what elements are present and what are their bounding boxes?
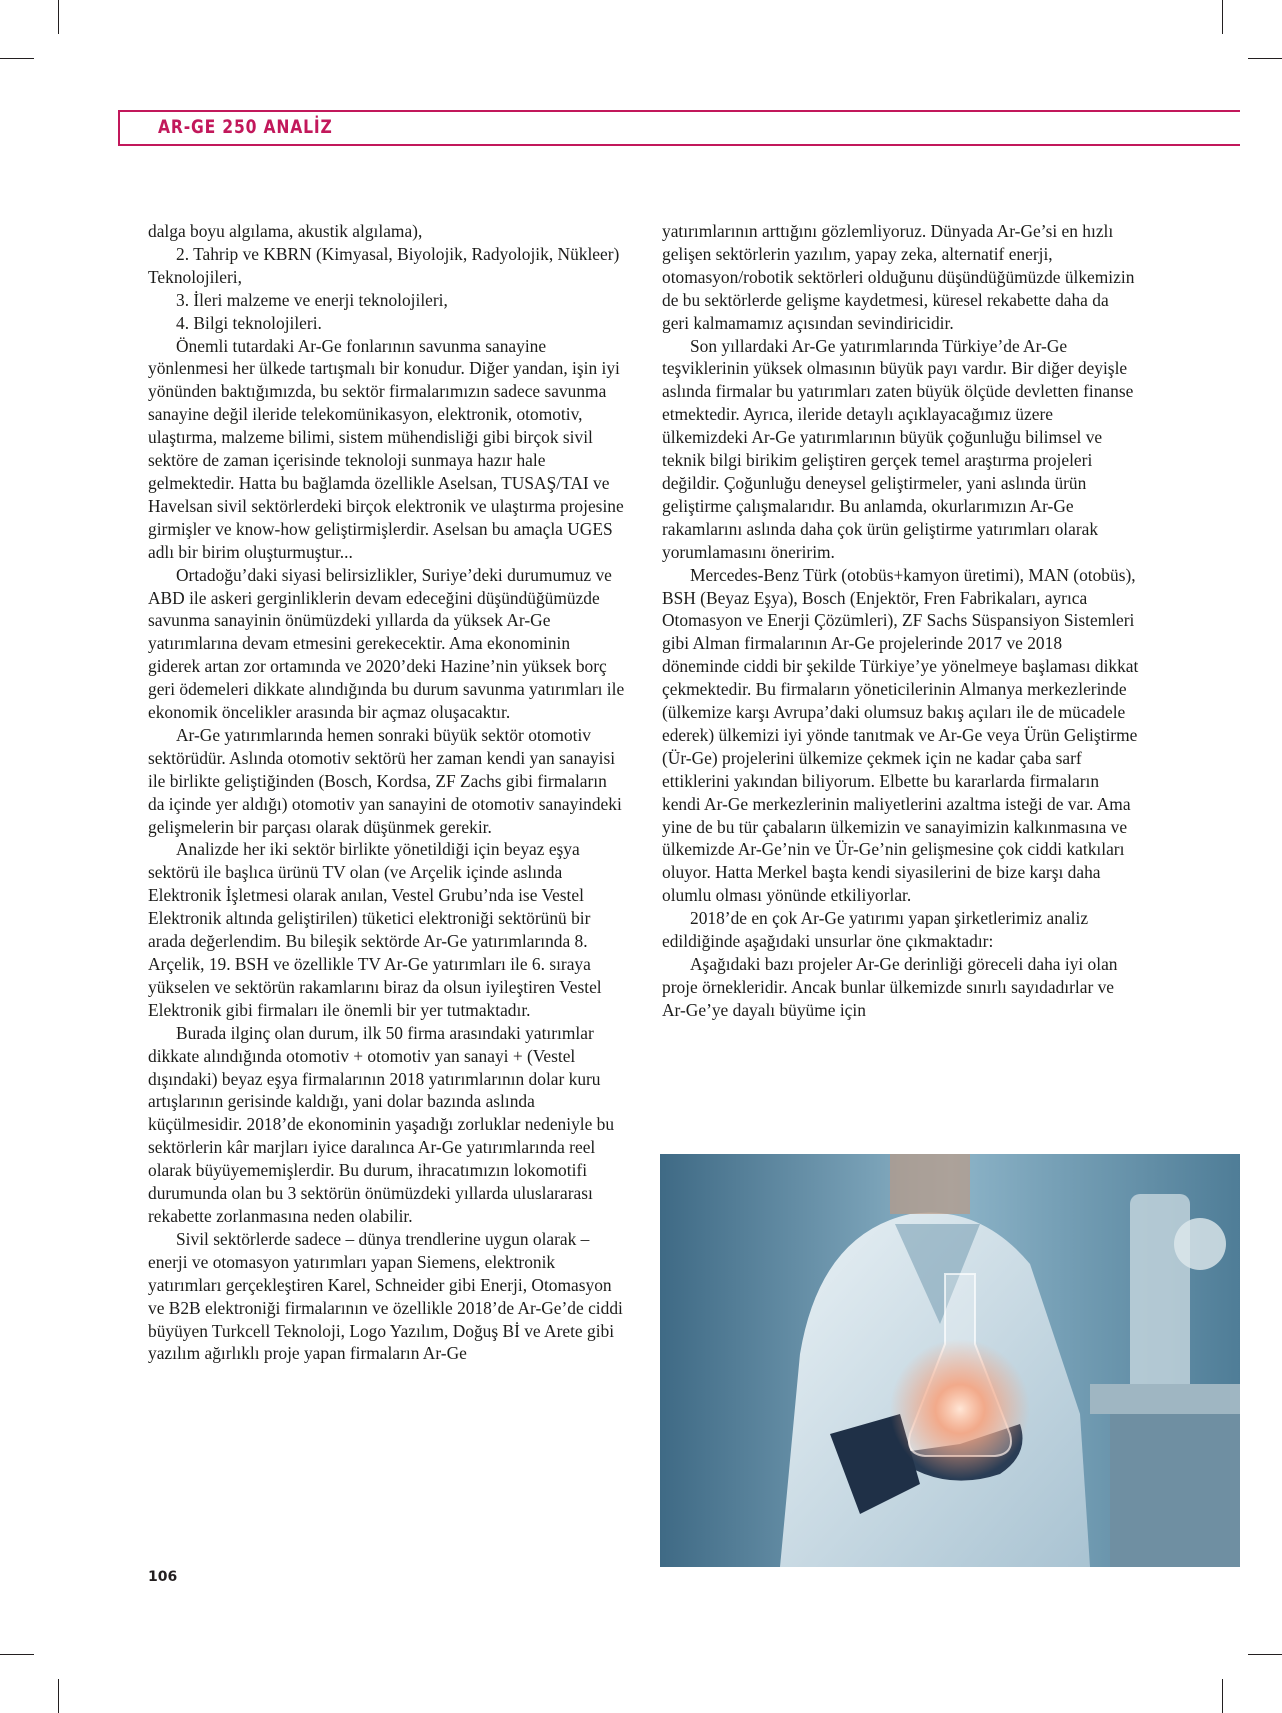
- paragraph: Ortadoğu’daki siyasi belirsizlikler, Suriye’deki durumumuz ve ABD ile askeri gerginliklerin devam edeceğini düşündüğümüzde savunma sanayinin önümüzdeki yıllarda da yüksek Ar-Ge yatırımlarına devam etmesini gerekecektir. Ama ekonominin giderek artan zor ortamında ve 2020’deki Hazine’nin yüksek borç geri ödemeleri dikkate alındığında bu durum savunma yatırımları ile ekonomik öncelikler arasında bir açmaz oluşacaktır.: [148, 564, 625, 723]
- crop-mark-top-right: [1222, 0, 1223, 34]
- paragraph: Önemli tutardaki Ar-Ge fonlarının savunma sanayine yönlenmesi her ülkede tartışmalı bir konudur. Diğer yandan, işin iyi yönünden baktığımızda, bu sektör firmalarımızın sadece savunma sanayine değil ileride telekomünikasyon, elektronik, otomotiv, ulaştırma, malzeme bilimi, sistem mühendisliği gibi birçok sivil sektöre de zaman içerisinde teknoloji sunmaya hazır hale gelmektedir. Hatta bu bağlamda özellikle Aselsan, TUSAŞ/TAI ve Havelsan sivil sektörlerdeki birçok elektronik ve ulaştırma projesine girmişler ve know-how geliştirmişlerdir. Aselsan bu amaçla UGES adlı bir birim oluşturmuştur...: [148, 335, 624, 562]
- section-title: AR-GE 250 ANALİZ: [158, 116, 333, 138]
- lab-photo-illustration: [660, 1154, 1240, 1567]
- crop-mark-top-right-h: [1248, 58, 1282, 59]
- page-number: 106: [148, 1569, 178, 1585]
- crop-mark-bottom-right-h: [1248, 1654, 1282, 1655]
- crop-mark-top-left: [58, 0, 59, 34]
- paragraph: 2018’de en çok Ar-Ge yatırımı yapan şirketlerimiz analiz edildiğinde aşağıdaki unsurlar öne çıkmaktadır:: [662, 908, 1089, 952]
- paragraph: 2. Tahrip ve KBRN (Kimyasal, Biyolojik, Radyolojik, Nükleer) Teknolojileri,: [148, 243, 620, 287]
- paragraph: Analizde her iki sektör birlikte yönetildiği için beyaz eşya sektörü ile başlıca ürünü TV olan (ve Arçelik içinde aslında Elektronik İşletmesi olarak anılan, Vestel Grubu’nda ise Vestel Elektronik altında geliştirilen) tüketici elektroniği sektörünü bir arada değerlendim. Bu bileşik sektörde Ar-Ge yatırımlarında 8. Arçelik, 19. BSH ve özellikle TV Ar-Ge yatırımları ile 6. sıraya yükselen ve sektörün rakamlarını biraz da olsun iyileştiren Vestel Elektronik gibi firmaları ile önemli bir yer tutmaktadır.: [148, 839, 602, 1020]
- crop-mark-bottom-left-h: [0, 1654, 34, 1655]
- crop-mark-top-left-h: [0, 58, 34, 59]
- paragraph: 3. İleri malzeme ve enerji teknolojileri,: [176, 289, 448, 310]
- paragraph: Burada ilginç olan durum, ilk 50 firma arasındaki yatırımlar dikkate alındığında otomotiv + otomotiv yan sanayi + (Vestel dışındaki) beyaz eşya firmalarının 2018 yatırımlarının dolar kuru artışlarının gerisinde kaldığı, yani dolar bazında aslında küçülmesidir. 2018’de ekonominin yaşadığı zorluklar nedeniyle bu sektörlerin kâr marjları iyice daralınca Ar-Ge yatırımlarında reel olarak büyüyememişlerdir. Bu durum, ihracatımızın lokomotifi durumunda olan bu 3 sektörün önümüzdeki yıllarda uluslararası rekabette zorlanmasına neden olabilir.: [148, 1022, 615, 1226]
- paragraph: Sivil sektörlerde sadece – dünya trendlerine uygun olarak – enerji ve otomasyon yatırımları yapan Siemens, elektronik yatırımları gerçekleştiren Karel, Schneider gibi Enerji, Otomasyon ve B2B elektroniği firmalarının ve özellikle 2018’de Ar-Ge’de ciddi büyüyen Turkcell Teknoloji, Logo Yazılım, Doğuş Bİ ve Arete gibi yazılım ağırlıklı proje yapan firmaların Ar-Ge: [148, 1228, 623, 1364]
- paragraph: dalga boyu algılama, akustik algılama),: [148, 221, 423, 241]
- paragraph: yatırımlarının arttığını gözlemliyoruz. Dünyada Ar-Ge’si en hızlı gelişen sektörlerin yazılım, yapay zeka, alternatif enerji, otomasyon/robotik sektörleri olduğunu düşündüğümüzde ülkemizin de bu sektörlerde gelişme kaydetmesi, küresel rekabette daha da geri kalmamamız açısından sevindiricidir.: [662, 221, 1135, 333]
- crop-mark-bottom-left: [58, 1679, 59, 1713]
- paragraph: Mercedes-Benz Türk (otobüs+kamyon üretimi), MAN (otobüs), BSH (Beyaz Eşya), Bosch (Enjektör, Fren Fabrikaları, ayrıca Otomasyon ve Enerji Çözümleri), ZF Sachs Süspansiyon Sistemleri gibi Alman firmalarının Ar-Ge projelerinde 2017 ve 2018 döneminde ciddi bir şekilde Türkiye’ye yönelmeye başlaması dikkat çekmektedir. Bu firmaların yöneticilerinin Almanya merkezlerinde (ülkemize karşı Avrupa’daki olumsuz bakış açıları ile de mücadele ederek) ülkemizi iyi yönde tanıtmak ve Ar-Ge veya Ürün Geliştirme (Ür-Ge) projelerini ülkemize çekmek için ne kadar çaba sarf ettiklerini yakından biliyorum. Elbette bu kararlarda firmaların kendi Ar-Ge merkezlerinin maliyetlerini azaltma isteği de var. Ama yine de bu tür çabaların ülkemizin ve sanayimizin kalkınmasına ve ülkemizde Ar-Ge’nin ve Ür-Ge’nin gelişmesine çok ciddi katkıları oluyor. Hatta Merkel başta kendi siyasilerini de bize karşı daha olumlu olması yönünde etkiliyorlar.: [662, 564, 1139, 906]
- article-column-left: [148, 220, 626, 1365]
- paragraph: Son yıllardaki Ar-Ge yatırımlarında Türkiye’de Ar-Ge teşviklerinin yüksek olmasının büyük payı vardır. Bir diğer deyişle aslında firmalar bu yatırımları zaten büyük ölçüde devletten finanse etmektedir. Ayrıca, ileride detaylı açıklayacağımız üzere ülkemizdeki Ar-Ge yatırımlarının büyük çoğunluğu bilimsel ve teknik bilgi birikim geliştiren gerçek temel araştırma projeleri değildir. Çoğunluğu deneysel geliştirmeler, yani aslında ürün geliştirme çalışmalarıdır. Bu anlamda, okurlarımızın Ar-Ge rakamlarını aslında daha çok ürün geliştirme yatırımları olarak yorumlamasını öneririm.: [662, 335, 1134, 562]
- crop-mark-bottom-right: [1222, 1679, 1223, 1713]
- lab-scientist-photo: [660, 1154, 1240, 1567]
- paragraph: 4. Bilgi teknolojileri.: [176, 312, 322, 333]
- paragraph: Aşağıdaki bazı projeler Ar-Ge derinliği göreceli daha iyi olan proje örnekleridir. Ancak bunlar ülkemizde sınırlı sayıdadırlar ve Ar-Ge’ye dayalı büyüme için: [662, 954, 1118, 1020]
- paragraph: Ar-Ge yatırımlarında hemen sonraki büyük sektör otomotiv sektörüdür. Aslında otomotiv sektörü her zaman kendi yan sanayisi ile birlikte geliştiğinden (Bosch, Kordsa, ZF Zachs gibi firmaların da içinde yer aldığı) otomotiv yan sanayini de otomotiv sanayindeki gelişmelerin bir parçası olarak düşünmek gerekir.: [148, 724, 622, 837]
- article-column-right: [662, 220, 1140, 1022]
